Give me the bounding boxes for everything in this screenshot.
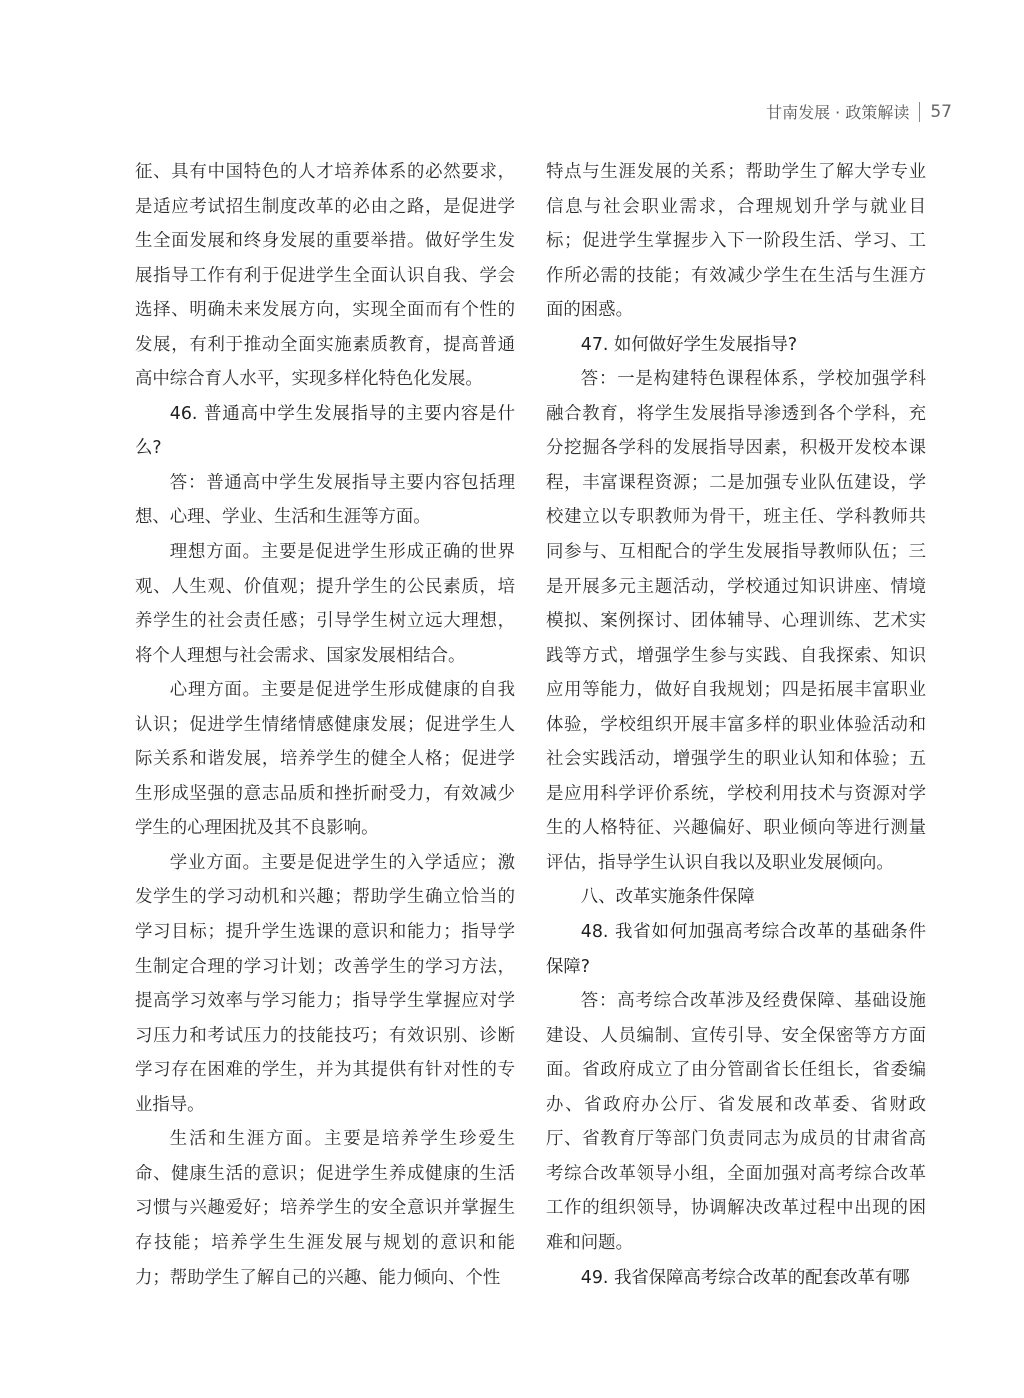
left-column xyxy=(135,155,515,1295)
paragraph: 心理方面。主要是促进学生形成健康的自我认识；促进学生情绪情感健康发展；促进学生人际关系和谐发展，培养学生的健全人格；促进学生形成坚强的意志品质和挫折耐受力，有效减少学生的心理困扰及其不良影响。 xyxy=(135,680,515,839)
paragraph: 理想方面。主要是促进学生形成正确的世界观、人生观、价值观；提升学生的公民素质，培养学生的社会责任感；引导学生树立远大理想，将个人理想与社会需求、国家发展相结合。 xyxy=(135,542,515,666)
running-header xyxy=(766,100,952,123)
question-heading: 48. 我省如何加强高考综合改革的基础条件保障? xyxy=(546,922,926,977)
paragraph: 生活和生涯方面。主要是培养学生珍爱生命、健康生活的意识；促进学生养成健康的生活习惯与兴趣爱好；培养学生的安全意识并掌握生存技能；培养学生生涯发展与规划的意识和能力；帮助学生了解自己的兴趣、能力倾向、个性 xyxy=(135,1129,515,1288)
question-heading: 46. 普通高中学生发展指导的主要内容是什么? xyxy=(135,403,515,459)
question-heading: 47. 如何做好学生发展指导? xyxy=(580,334,798,355)
paragraph: 答：高考综合改革涉及经费保障、基础设施建设、人员编制、宣传引导、安全保密等方方面面。省政府成立了由分管副省长任组长，省委编办、省政府办公厅、省发展和改革委、省财政厅、省教育厅等部门负责同志为成员的甘肃省高考综合改革领导小组，全面加强对高考综合改革工作的组织领导，协调解决改革过程中出现的困难和问题。 xyxy=(546,991,926,1253)
section-heading: 八、改革实施条件保障 xyxy=(580,887,755,908)
journal-title: 甘南发展 · 政策解读 xyxy=(766,103,910,122)
paragraph: 特点与生涯发展的关系；帮助学生了解大学专业信息与社会职业需求，合理规划升学与就业目标；促进学生掌握步入下一阶段生活、学习、工作所必需的技能；有效减少学生在生活与生涯方面的困惑。 xyxy=(546,162,926,321)
question-heading: 49. 我省保障高考综合改革的配套改革有哪 xyxy=(580,1267,910,1288)
paragraph: 学业方面。主要是促进学生的入学适应；激发学生的学习动机和兴趣；帮助学生确立恰当的学习目标；提升学生选课的意识和能力；指导学生制定合理的学习计划；改善学生的学习方法，提高学习效率与学习能力；指导学生掌握应对学习压力和考试压力的技能技巧；有效识别、诊断学习存在困难的学生，并为其提供有针对性的专业指导。 xyxy=(135,852,515,1115)
paragraph: 征、具有中国特色的人才培养体系的必然要求，是适应考试招生制度改革的必由之路，是促进学生全面发展和终身发展的重要举措。做好学生发展指导工作有利于促进学生全面认识自我、学会选择、明确未来发展方向，实现全面而有个性的发展，有利于推动全面实施素质教育，提高普通高中综合育人水平，实现多样化特色化发展。 xyxy=(135,162,515,390)
page-number: 57 xyxy=(930,101,952,122)
header-divider xyxy=(919,102,920,122)
paragraph: 答：一是构建特色课程体系，学校加强学科融合教育，将学生发展指导渗透到各个学科，充分挖掘各学科的发展指导因素，积极开发校本课程，丰富课程资源；二是加强专业队伍建设，学校建立以专职教师为骨干，班主任、学科教师共同参与、互相配合的学生发展指导教师队伍；三是开展多元主题活动，学校通过知识讲座、情境模拟、案例探讨、团体辅导、心理训练、艺术实践等方式，增强学生参与实践、自我探索、知识应用等能力，做好自我规划；四是拓展丰富职业体验，学校组织开展丰富多样的职业体验活动和社会实践活动，增强学生的职业认知和体验；五是应用科学评价系统，学校利用技术与资源对学生的人格特征、兴趣偏好、职业倾向等进行测量评估，指导学生认识自我以及职业发展倾向。 xyxy=(546,369,926,873)
paragraph: 答：普通高中学生发展指导主要内容包括理想、心理、学业、生活和生涯等方面。 xyxy=(135,472,515,528)
right-column xyxy=(546,155,926,1295)
